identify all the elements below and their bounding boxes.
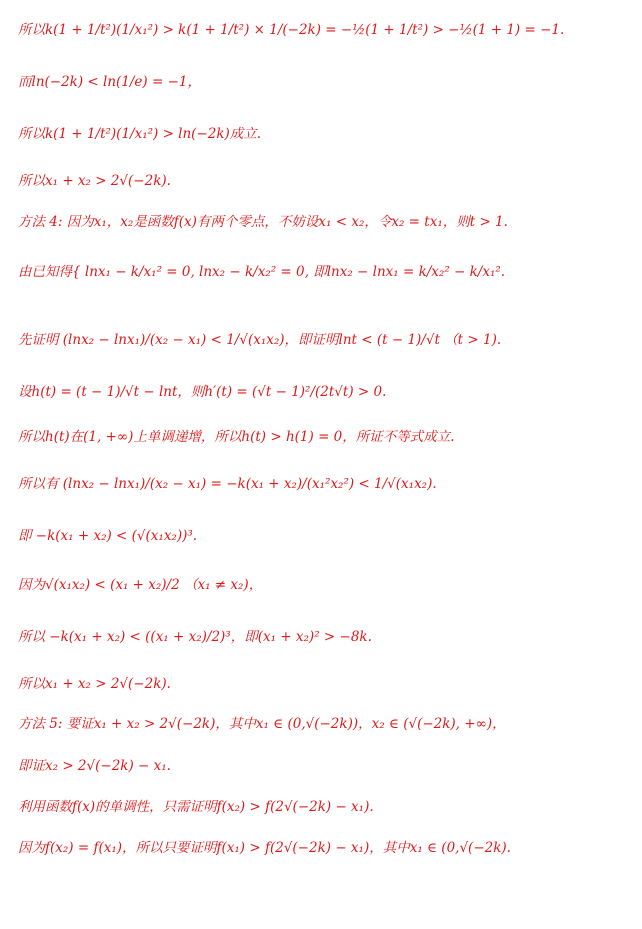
- text-line-10: 所以有 (lnx₂ − lnx₁)/(x₂ − x₁) = −k(x₁ + x₂)/(x₁²x₂²) < 1/√(x₁x₂).: [18, 476, 437, 492]
- text-line-9: 所以h(t)在(1, +∞)上单调递增，所以h(t) > h(1) = 0，所证不等式成立.: [18, 429, 455, 445]
- text-line-1: 所以k(1 + 1/t²)(1/x₁²) > k(1 + 1/t²) × 1/(−2k) = −½(1 + 1/t²) > −½(1 + 1) = −1.: [18, 22, 565, 38]
- text-line-18: 因为f(x₂) = f(x₁)，所以只要证明f(x₁) > f(2√(−2k) − x₁)，其中x₁ ∈ (0,√(−2k).: [18, 840, 511, 856]
- text-line-16: 即证x₂ > 2√(−2k) − x₁.: [18, 758, 171, 774]
- text-line-11: 即 −k(x₁ + x₂) < (√(x₁x₂))³.: [18, 528, 198, 544]
- text-line-6: 由已知得{ lnx₁ − k/x₁² = 0, lnx₂ − k/x₂² = 0, 即lnx₂ − lnx₁ = k/x₂² − k/x₁².: [18, 264, 506, 280]
- text-line-7: 先证明 (lnx₂ − lnx₁)/(x₂ − x₁) < 1/√(x₁x₂)，即证明lnt < (t − 1)/√t （t > 1).: [18, 332, 502, 348]
- text-line-4: 所以x₁ + x₂ > 2√(−2k).: [18, 173, 171, 189]
- text-line-8: 设h(t) = (t − 1)/√t − lnt，则h′(t) = (√t − 1)²/(2t√t) > 0.: [18, 384, 387, 400]
- text-line-12: 因为√(x₁x₂) < (x₁ + x₂)/2 （x₁ ≠ x₂)，: [18, 577, 263, 593]
- text-line-3: 所以k(1 + 1/t²)(1/x₁²) > ln(−2k)成立.: [18, 126, 262, 142]
- text-line-14: 所以x₁ + x₂ > 2√(−2k).: [18, 676, 171, 692]
- text-line-5: 方法 4: 因为x₁，x₂是函数f(x)有两个零点，不妨设x₁ < x₂，令x₂ = tx₁，则t > 1.: [18, 214, 508, 230]
- text-line-2: 而ln(−2k) < ln(1/e) = −1，: [18, 74, 201, 90]
- text-line-17: 利用函数f(x)的单调性，只需证明f(x₂) > f(2√(−2k) − x₁).: [18, 799, 374, 815]
- text-line-13: 所以 −k(x₁ + x₂) < ((x₁ + x₂)/2)³，即(x₁ + x₂)² > −8k.: [18, 629, 372, 645]
- text-line-15: 方法 5: 要证x₁ + x₂ > 2√(−2k)，其中x₁ ∈ (0,√(−2k))，x₂ ∈ (√(−2k), +∞)，: [18, 716, 506, 732]
